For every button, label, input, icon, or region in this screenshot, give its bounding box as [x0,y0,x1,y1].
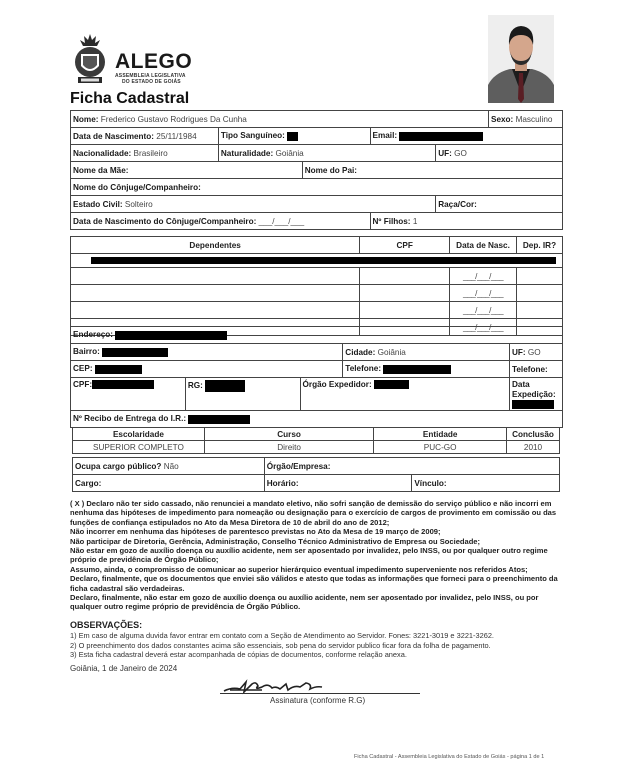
conjuge-label: Nome do Cônjuge/Companheiro: [73,182,201,192]
redacted-telefone [383,365,451,374]
table-header-row [73,428,560,441]
dependents-table [70,236,563,336]
profile-photo [488,15,554,103]
education-table [72,427,560,454]
signature-line [220,693,420,694]
alego-logo [70,32,220,87]
table-row [71,111,563,128]
cep-label: CEP: [73,364,93,374]
signature-label: Assinatura (conforme R.G) [270,696,366,705]
redacted-email [399,132,483,141]
declaration-paragraph: Declaro, finalmente, que os documentos que enviei são válidos e atesto que todas as informações que forneci para o preenchimento da ficha cadastral são verdadeiras. [70,574,558,593]
ocupa-cargo-value: Não [163,461,179,471]
nasc-conjuge-label: Data de Nascimento do Cônjuge/Companheiro: [73,216,257,226]
observation-item: 1) Em caso de alguma duvida favor entrar em contato com a Seção de Atendimento ao Servidor. Fones: 3221-3019 e 3221-3262. [70,631,494,640]
cidade-value: Goiânia [377,347,406,357]
table-row [71,213,563,230]
nome-value: Frederico Gustavo Rodrigues Da Cunha [100,114,247,124]
table-row [73,458,560,475]
redacted-cpf [92,380,154,389]
table-row [71,196,563,213]
raca-label: Raça/Cor: [438,199,477,209]
cargo-label: Cargo: [75,478,102,488]
observations-list [70,631,570,660]
mae-label: Nome da Mãe: [73,165,129,175]
rg-label: RG: [187,381,203,391]
redacted-address [115,331,227,340]
uf-label: UF: [511,347,526,357]
nascimento-label: Data de Nascimento: [73,131,154,141]
table-row [71,268,563,285]
table-row [71,411,563,428]
table-row [71,361,563,378]
dependent-birthdate: ___/___/___ [463,322,504,332]
dependent-birthdate: ___/___/___ [463,288,504,298]
entidade-value: PUC-GO [374,441,507,454]
table-row [73,475,560,492]
estado-civil-label: Estado Civil: [73,199,123,209]
logo-subtitle: ASSEMBLEIA LEGISLATIVA [115,73,186,79]
uf-label: UF: [438,148,452,158]
estado-civil-value: Solteiro [124,199,153,209]
observation-item: 2) O preenchimento dos dados constantes acima são essenciais, sob pena do servidor publico ficar fora da folha de pagamento. [70,640,491,650]
orgao-empresa-label: Órgão/Empresa: [266,461,331,471]
uf-value: GO [454,148,467,158]
vinculo-label: Vínculo: [414,478,447,488]
header-conclusao: Conclusão [507,428,560,441]
data-expedicao-label: Data Expedição: [511,380,556,399]
redacted-data-expedicao [512,400,554,409]
filhos-value: 1 [412,216,418,226]
redacted-rg [205,380,245,392]
horario-label: Horário: [266,478,299,488]
header-data-nasc: Data de Nasc. [450,237,517,254]
pai-label: Nome do Pai: [304,165,358,175]
email-label: Email: [372,131,398,141]
table-row [71,327,563,344]
page-footer: Ficha Cadastral - Assembleia Legislativa do Estado de Goiás - página 1 de 1 [354,754,545,760]
declaration-paragraph: ( X ) Declaro não ter sido cassado, não renunciei a mandato eletivo, não sofri sanção de demissão do serviço público e não incorri em nenhuma das hipóteses de impedimento para nomeação ou designação para o exercício de cargos de provimento em comissão ou das funções de confiança estipulados no Ato da Mesa Diretora de 10 de abril do ano de 2012; [70,499,557,527]
telefone2-label: Telefone: [511,364,548,374]
document-header [70,30,560,108]
table-row [71,145,563,162]
redacted-recibo [188,415,250,424]
signature-block [220,678,420,718]
nasc-conjuge-value: ___/___/___ [258,216,305,226]
nacionalidade-label: Nacionalidade: [73,148,132,158]
header-cpf: CPF [360,237,450,254]
coat-of-arms-icon [72,32,108,86]
public-office-table [72,457,560,492]
observations-title: OBSERVAÇÕES: [70,620,143,630]
naturalidade-label: Naturalidade: [220,148,274,158]
redacted-orgao [374,380,409,389]
conclusao-value: 2010 [507,441,560,454]
table-row [71,302,563,319]
declaration-paragraph: Assumo, ainda, o compromisso de comunicar ao superior hierárquico eventual impedimento superveniente nos referidos Atos; [70,564,528,574]
naturalidade-value: Goiânia [275,148,304,158]
table-row [71,179,563,196]
telefone-label: Telefone: [345,364,382,374]
cidade-label: Cidade: [345,347,376,357]
redacted-blood-type [287,132,298,141]
header-dependentes: Dependentes [71,237,360,254]
logo-subtitle-2: DO ESTADO DE GOIÁS [122,79,181,85]
redacted-bairro [102,348,168,357]
redacted-cep [95,365,142,374]
curso-value: Direito [204,441,373,454]
person-photo-icon [488,15,554,103]
personal-data-table [70,110,563,230]
declaration-paragraph: Não estar em gozo de auxílio doença ou auxílio acidente, nem ser aposentado por invalidez, pelo INSS, ou por qualquer outro regime próprio de previdência de Órgão Público; [70,546,548,565]
page-title: Ficha Cadastral [70,90,190,107]
escolaridade-value: SUPERIOR COMPLETO [73,441,205,454]
dependent-birthdate: ___/___/___ [463,305,504,315]
header-dep-ir: Dep. IR? [517,237,563,254]
declaration-paragraph: Declaro, finalmente, não estar em gozo de auxílio doença ou auxílio acidente, nem ser aposentado por invalidez, pelo INSS, ou por qualquer outro regime próprio de previdência de Órgão Público. [70,593,539,612]
uf-value: GO [527,347,541,357]
declaration-paragraph: Não participar de Diretoria, Gerência, Administração, Conselho Técnico Administrativo de Empresa ou Sociedade; [70,536,481,546]
nacionalidade-value: Brasileiro [133,148,168,158]
dependent-birthdate: ___/___/___ [463,271,504,281]
table-row [71,254,563,268]
table-row [71,285,563,302]
table-row [71,128,563,145]
table-row [73,441,560,454]
place-date: Goiânia, 1 de Janeiro de 2024 [70,664,178,673]
nascimento-value: 25/11/1984 [156,131,197,141]
declaration-paragraph: Não incorrer em nenhuma das hipóteses de parentesco previstas no Ato da Mesa de 19 março de 2009; [70,527,441,537]
tipo-sanguineo-label: Tipo Sanguíneo: [220,131,285,141]
observation-item: 3) Esta ficha cadastral deverá estar acompanhada de cópias de documentos, conforme relação anexa. [70,650,407,660]
sexo-label: Sexo: [490,114,514,124]
declaration-text [70,499,570,612]
recibo-ir-label: Nº Recibo de Entrega do I.R.: [73,414,187,424]
header-curso: Curso [204,428,373,441]
header-entidade: Entidade [374,428,507,441]
redacted-dependent [91,257,556,264]
table-row [71,344,563,361]
ocupa-cargo-label: Ocupa cargo público? [75,461,162,471]
filhos-label: Nº Filhos: [372,216,411,226]
address-table [70,326,563,428]
table-row [71,378,563,411]
nome-label: Nome: [73,114,99,124]
sexo-value: Masculino [515,114,553,124]
endereco-label: Endereço: [73,330,114,340]
logo-text: ALEGO [115,50,193,73]
table-row [71,162,563,179]
orgao-expedidor-label: Órgão Expedidor: [302,380,372,389]
table-header-row [71,237,563,254]
header-escolaridade: Escolaridade [73,428,205,441]
bairro-label: Bairro: [73,347,100,357]
cpf-label: CPF: [73,380,93,389]
